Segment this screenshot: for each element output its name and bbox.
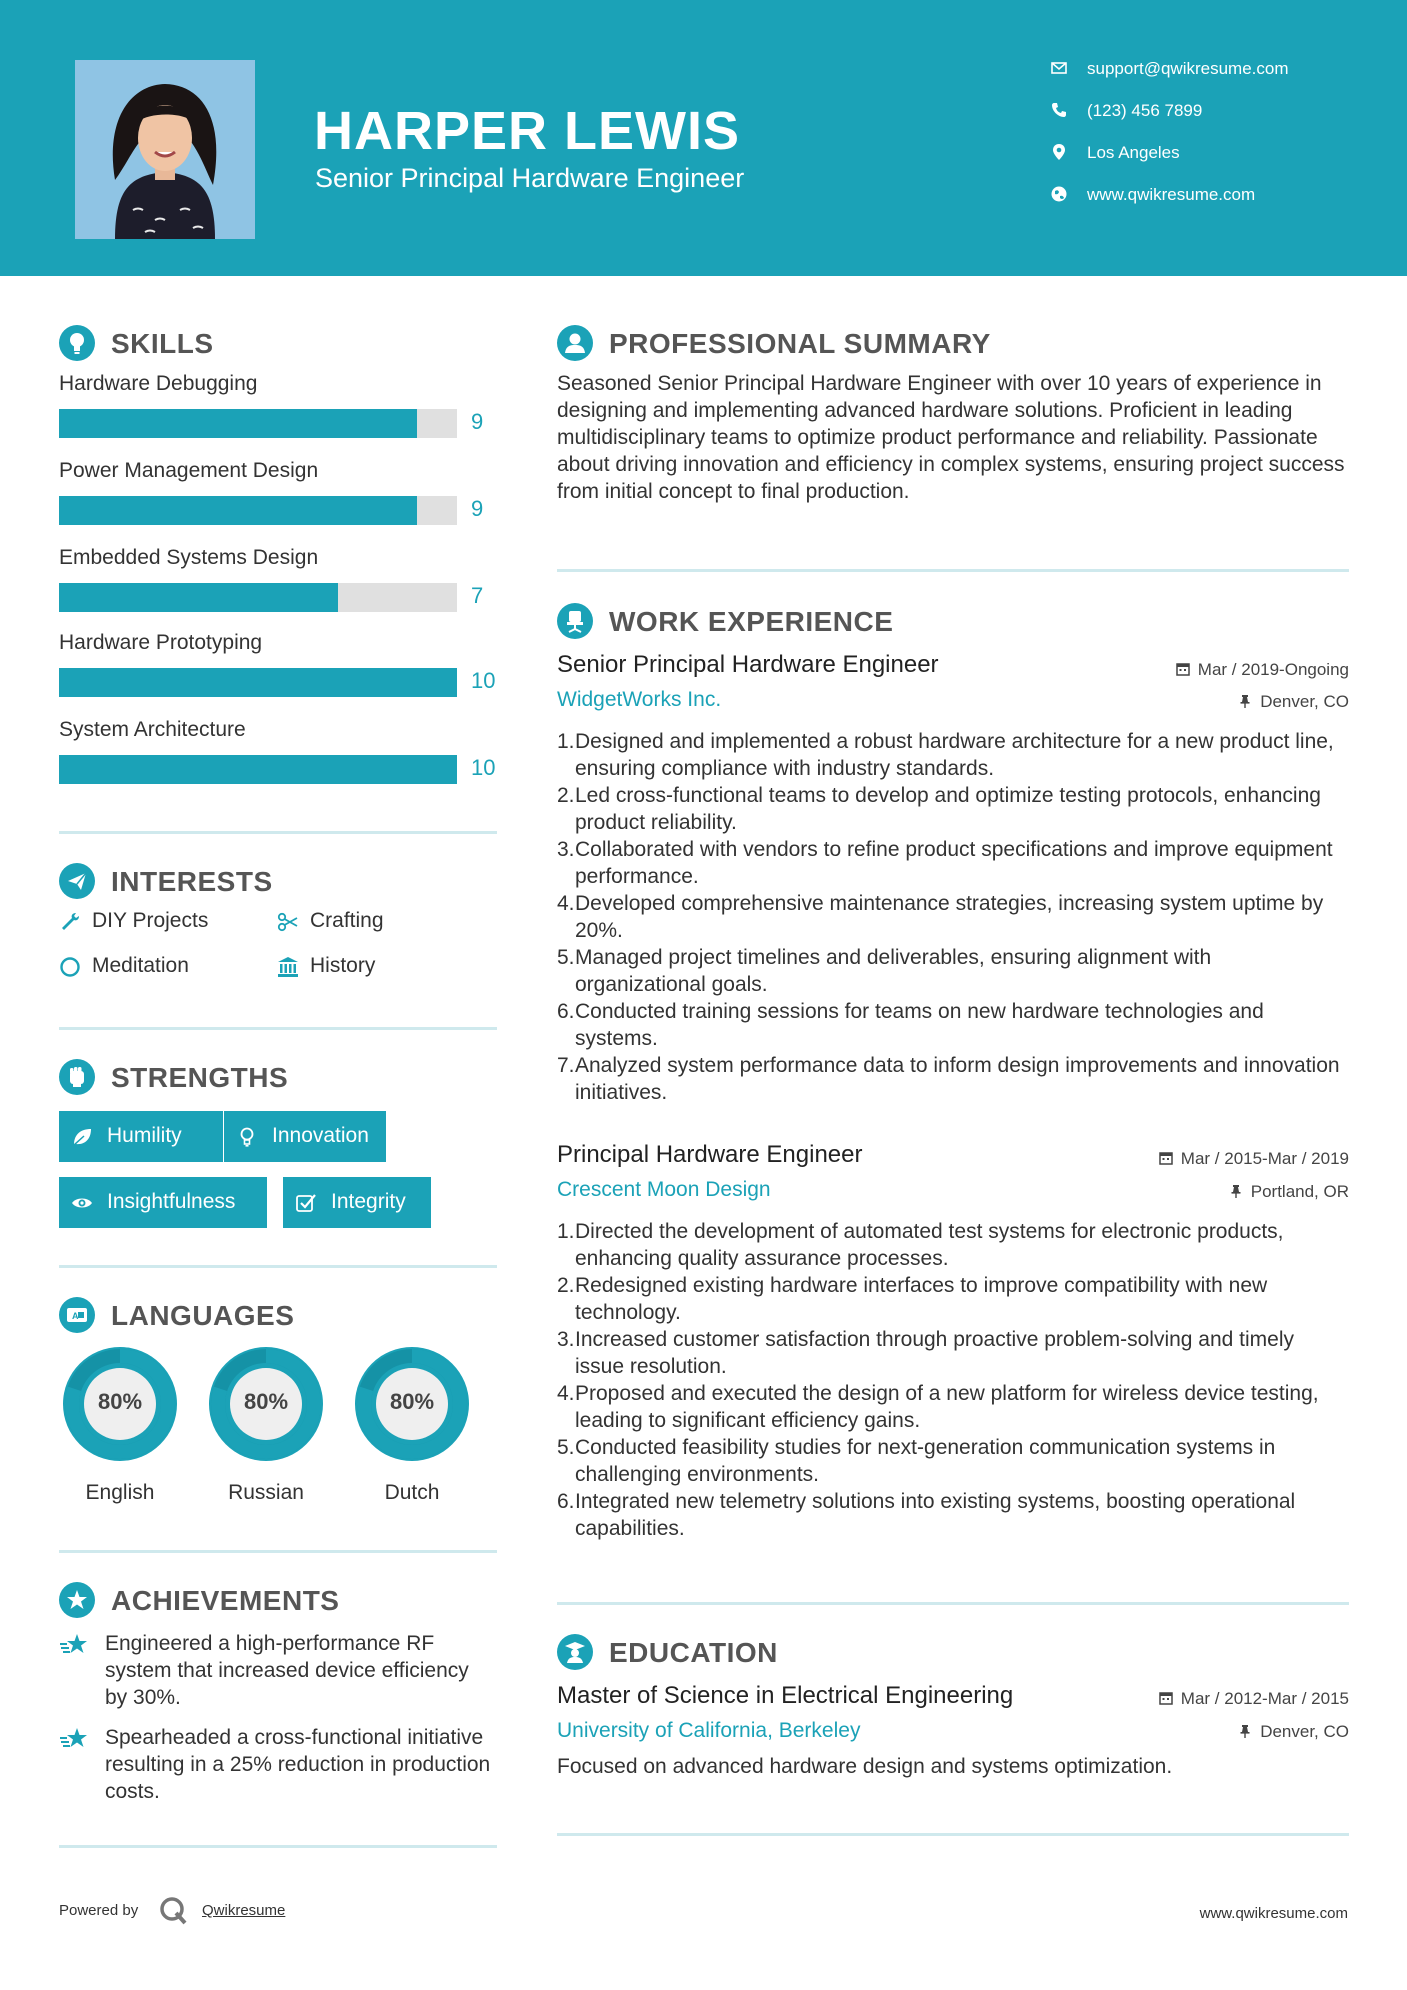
job-title: Senior Principal Hardware Engineer <box>557 651 939 678</box>
language-percent: 80% <box>389 1389 435 1414</box>
skill-bar-fill <box>59 409 417 438</box>
strength-tag <box>224 1111 386 1162</box>
footer-website[interactable]: www.qwikresume.com <box>1199 1905 1348 1922</box>
graduate-icon <box>557 1634 593 1670</box>
strength-label: Insightfulness <box>107 1190 236 1213</box>
skill-bar-fill <box>59 583 338 612</box>
header-banner <box>0 0 1407 276</box>
contact-location <box>1050 140 1350 182</box>
languages-title: LANGUAGES <box>111 1300 295 1331</box>
circle-icon <box>59 956 81 978</box>
strength-tag <box>59 1177 267 1228</box>
skill-bar-track <box>59 583 457 612</box>
company-name: Crescent Moon Design <box>557 1178 771 1201</box>
duty-item <box>557 890 1345 944</box>
skill-level: 9 <box>471 496 484 521</box>
contact-phone[interactable] <box>1050 98 1350 140</box>
duty-number: 1. <box>557 1220 575 1243</box>
divider <box>59 1027 497 1030</box>
divider <box>557 1833 1349 1836</box>
calendar-icon <box>1159 1151 1173 1165</box>
education-location <box>1238 1722 1349 1742</box>
duty-text: Managed project timelines and deliverables, ensuring alignment with organizational goals. <box>575 946 1212 996</box>
calendar-icon <box>1159 1691 1173 1705</box>
summary-text: Seasoned Senior Principal Hardware Engineer with over 10 years of experience in designing and implementing advanced hardware solutions. Proficient in leading multidisciplinary teams to optimize product performance and reliability. Passionate about driving innovation and efficiency in complex systems, ensuring project success from initial concept to final production. <box>557 372 1345 503</box>
duty-number: 6. <box>557 1000 575 1023</box>
skill-bar-fill <box>59 668 457 697</box>
lightbulb-icon <box>236 1126 258 1148</box>
duty-text: Conducted training sessions for teams on new hardware technologies and systems. <box>575 1000 1264 1050</box>
strength-tag <box>59 1111 223 1162</box>
divider <box>59 1550 497 1553</box>
school-name: University of California, Berkeley <box>557 1719 861 1742</box>
duty-item <box>557 998 1345 1052</box>
duty-item <box>557 782 1345 836</box>
shooting-star-icon <box>59 1726 89 1752</box>
company-name: WidgetWorks Inc. <box>557 688 722 711</box>
checkbox-icon <box>295 1192 317 1214</box>
language-name: English <box>85 1481 155 1504</box>
duties-list <box>557 728 1345 1106</box>
footer-powered-by <box>59 1902 286 1919</box>
duty-item <box>557 1272 1345 1326</box>
skill-name: Embedded Systems Design <box>59 546 319 569</box>
education-description: Focused on advanced hardware design and systems optimization. <box>557 1755 1173 1778</box>
duty-text: Led cross-functional teams to develop and optimize testing protocols, enhancing product reliability. <box>575 784 1321 834</box>
pushpin-icon <box>1238 694 1252 708</box>
interest-label: DIY Projects <box>92 909 209 932</box>
star-badge-icon <box>59 1582 95 1618</box>
achievements-title: ACHIEVEMENTS <box>111 1585 340 1616</box>
duty-text: Conducted feasibility studies for next-generation communication systems in challenging environments. <box>575 1436 1276 1486</box>
qwikresume-link[interactable]: Qwikresume <box>202 1902 286 1919</box>
job-dates-text: Mar / 2015-Mar / 2019 <box>1180 1149 1349 1168</box>
duty-item <box>557 1434 1345 1488</box>
profile-photo <box>75 60 255 239</box>
duty-text: Directed the development of automated test systems for electronic products, enhancing quality assurance processes. <box>575 1220 1284 1270</box>
skill-name: Hardware Debugging <box>59 372 258 395</box>
job-location <box>1229 1182 1349 1202</box>
language-percent: 80% <box>97 1389 143 1414</box>
duty-item <box>557 836 1345 890</box>
job-location <box>1238 692 1349 712</box>
achievement-text: Engineered a high-performance RF system that increased device efficiency by 30%. <box>105 1632 469 1709</box>
interest-label: History <box>310 954 376 977</box>
job-location-text: Denver, CO <box>1260 692 1349 711</box>
candidate-title: Senior Principal Hardware Engineer <box>315 163 745 193</box>
qwikresume-logo-icon <box>158 1895 188 1925</box>
pushpin-icon <box>1229 1184 1243 1198</box>
divider <box>557 569 1349 572</box>
wrench-icon <box>59 911 81 933</box>
museum-icon <box>277 956 299 978</box>
duty-item <box>557 1488 1345 1542</box>
skill-bar-track <box>59 755 457 784</box>
duty-number: 4. <box>557 892 575 915</box>
duty-item <box>557 1052 1345 1106</box>
duty-number: 5. <box>557 946 575 969</box>
leaf-icon <box>71 1126 93 1148</box>
phone-text: (123) 456 7899 <box>1087 101 1203 120</box>
duty-item <box>557 1380 1345 1434</box>
strength-tag <box>283 1177 431 1228</box>
envelope-icon <box>1050 59 1068 77</box>
education-dates <box>1159 1689 1349 1709</box>
duty-item <box>557 1218 1345 1272</box>
interests-title: INTERESTS <box>111 866 273 897</box>
skill-name: System Architecture <box>59 718 246 741</box>
duty-text: Proposed and executed the design of a new platform for wireless device testing, leading to significant efficiency gains. <box>575 1382 1319 1432</box>
phone-icon <box>1050 101 1068 119</box>
duty-number: 1. <box>557 730 575 753</box>
education-dates-text: Mar / 2012-Mar / 2015 <box>1180 1689 1349 1708</box>
language-percent: 80% <box>243 1389 289 1414</box>
duty-number: 3. <box>557 838 575 861</box>
shooting-star-icon <box>59 1632 89 1658</box>
job-dates-text: Mar / 2019-Ongoing <box>1197 660 1349 679</box>
skill-name: Hardware Prototyping <box>59 631 263 654</box>
map-pin-icon <box>1050 143 1068 161</box>
candidate-name: HARPER LEWIS <box>314 101 741 161</box>
duties-list <box>557 1218 1345 1542</box>
website-text: www.qwikresume.com <box>1087 185 1256 204</box>
skills-title: SKILLS <box>111 328 214 359</box>
duty-number: 5. <box>557 1436 575 1459</box>
strength-label: Humility <box>107 1124 182 1147</box>
language-icon <box>59 1297 95 1333</box>
powered-by-text: Powered by <box>59 1902 139 1919</box>
contact-email[interactable] <box>1050 56 1350 98</box>
pushpin-icon <box>1238 1724 1252 1738</box>
email-text: support@qwikresume.com <box>1087 59 1289 78</box>
duty-text: Increased customer satisfaction through proactive problem-solving and timely issue resolution. <box>575 1328 1295 1378</box>
duty-number: 2. <box>557 1274 575 1297</box>
skill-level: 7 <box>471 583 484 608</box>
skill-bar-track <box>59 668 457 697</box>
strength-label: Innovation <box>272 1124 369 1147</box>
degree-title: Master of Science in Electrical Engineering <box>557 1682 1014 1709</box>
duty-item <box>557 944 1345 998</box>
office-chair-icon <box>557 603 593 639</box>
duty-text: Collaborated with vendors to refine product specifications and improve equipment performance. <box>575 838 1333 888</box>
globe-icon <box>1050 185 1068 203</box>
duty-text: Redesigned existing hardware interfaces to improve compatibility with new technology. <box>575 1274 1268 1324</box>
education-title: EDUCATION <box>609 1637 778 1668</box>
duty-number: 7. <box>557 1054 575 1077</box>
divider <box>59 1845 497 1848</box>
scissors-icon <box>277 911 299 933</box>
education-location-text: Denver, CO <box>1260 1722 1349 1741</box>
divider <box>59 1265 497 1268</box>
job-dates <box>1176 660 1349 680</box>
duty-item <box>557 728 1345 782</box>
interest-label: Meditation <box>92 954 189 977</box>
duty-text: Developed comprehensive maintenance strategies, increasing system uptime by 20%. <box>575 892 1324 942</box>
duty-number: 4. <box>557 1382 575 1405</box>
skill-level: 10 <box>471 755 496 780</box>
divider <box>59 831 497 834</box>
duty-number: 6. <box>557 1490 575 1513</box>
user-icon <box>557 325 593 361</box>
duty-text: Analyzed system performance data to inform design improvements and innovation initiatives. <box>575 1054 1340 1104</box>
calendar-icon <box>1176 662 1190 676</box>
svg-text:A: A <box>72 1311 79 1321</box>
contact-website[interactable] <box>1050 182 1350 224</box>
location-text: Los Angeles <box>1087 143 1180 162</box>
divider <box>557 1602 1349 1605</box>
skill-level: 9 <box>471 409 484 434</box>
achievement-text: Spearheaded a cross-functional initiative resulting in a 25% reduction in production costs. <box>105 1726 491 1803</box>
language-name: Dutch <box>384 1481 440 1504</box>
duty-number: 2. <box>557 784 575 807</box>
duty-text: Designed and implemented a robust hardware architecture for a new product line, ensuring compliance with industry standards. <box>575 730 1334 780</box>
eye-icon <box>71 1192 93 1214</box>
duty-item <box>557 1326 1345 1380</box>
skill-bar-fill <box>59 496 417 525</box>
skill-bar-track <box>59 409 457 438</box>
contact-block <box>1050 56 1350 224</box>
summary-title: PROFESSIONAL SUMMARY <box>609 328 991 359</box>
job-location-text: Portland, OR <box>1250 1182 1349 1201</box>
lightbulb-icon <box>59 325 95 361</box>
strength-label: Integrity <box>331 1190 406 1213</box>
skill-name: Power Management Design <box>59 459 319 482</box>
skill-bar-fill <box>59 755 457 784</box>
fist-icon <box>59 1059 95 1095</box>
duty-number: 3. <box>557 1328 575 1351</box>
interest-label: Crafting <box>310 909 384 932</box>
skill-bar-track <box>59 496 457 525</box>
experience-title: WORK EXPERIENCE <box>609 606 894 637</box>
language-name: Russian <box>228 1481 304 1504</box>
strengths-title: STRENGTHS <box>111 1062 289 1093</box>
paper-plane-icon <box>59 863 95 899</box>
job-title: Principal Hardware Engineer <box>557 1141 863 1168</box>
job-dates <box>1159 1149 1349 1169</box>
duty-text: Integrated new telemetry solutions into existing systems, boosting operational capabilities. <box>575 1490 1296 1540</box>
skill-level: 10 <box>471 668 496 693</box>
